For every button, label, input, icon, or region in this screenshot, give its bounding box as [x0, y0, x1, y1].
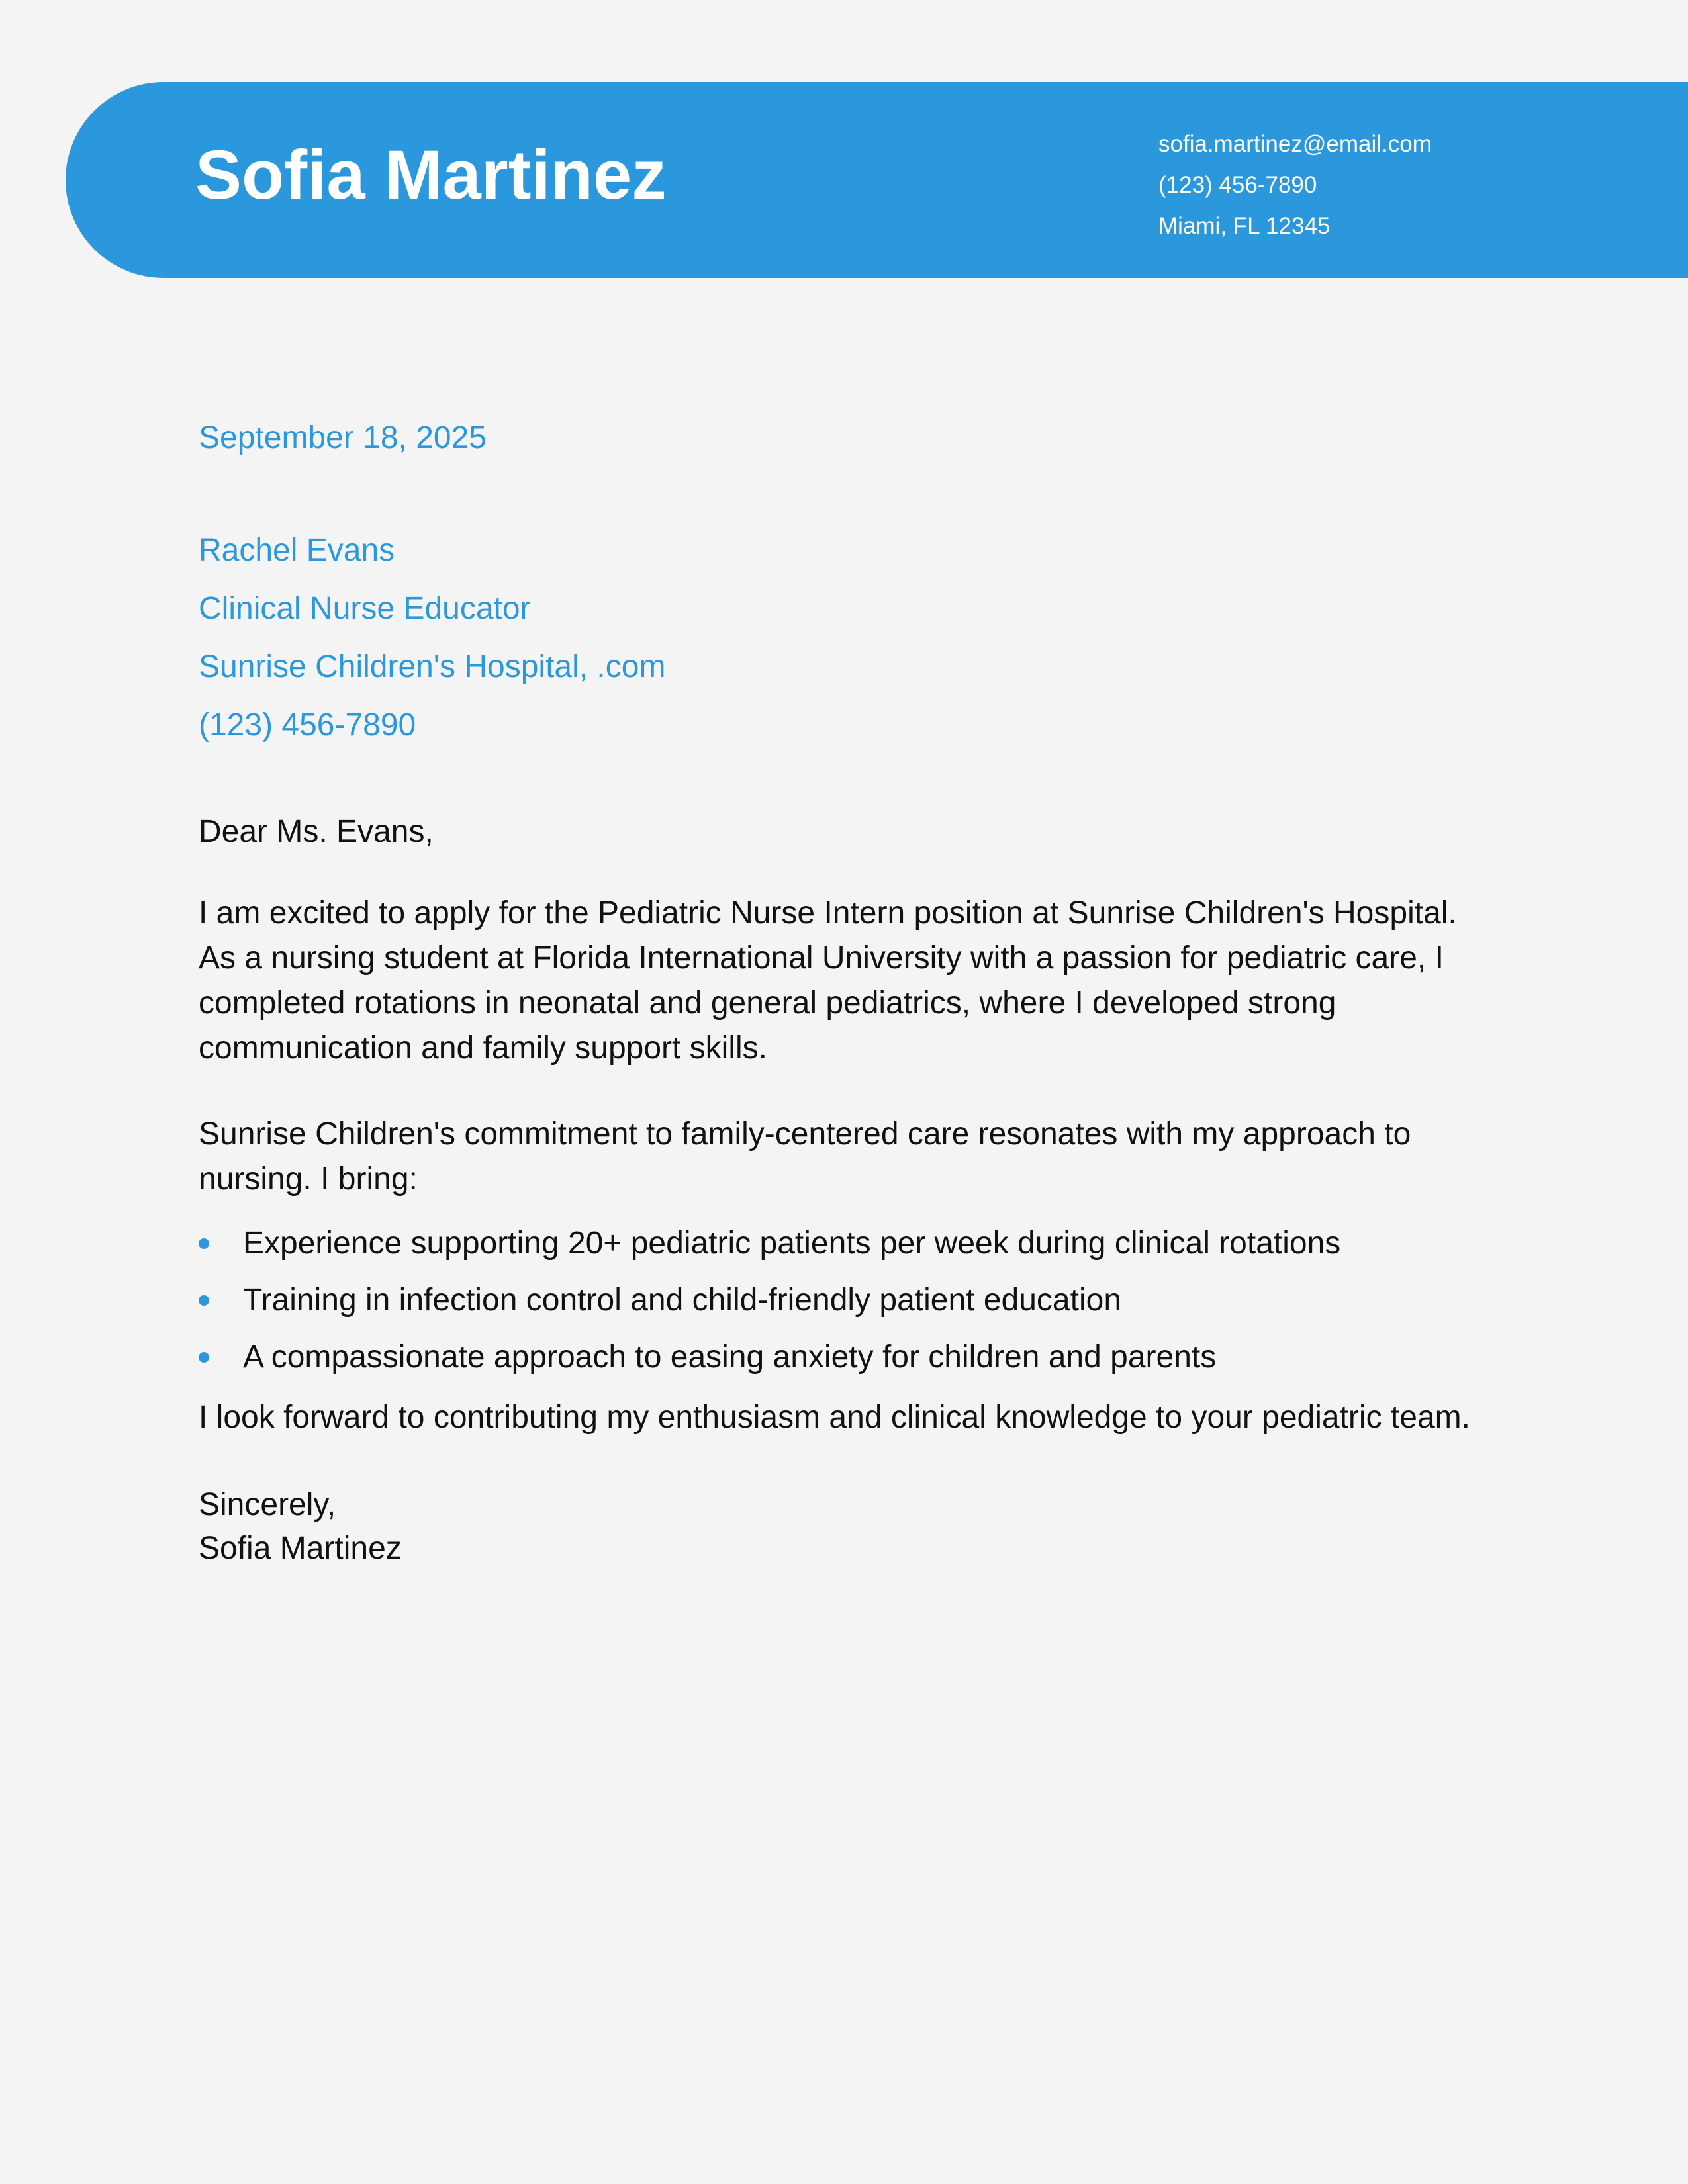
bullet-icon [199, 1238, 209, 1249]
sender-location: Miami, FL 12345 [1158, 213, 1331, 239]
list-item [199, 1329, 1496, 1386]
bullet-icon [199, 1352, 209, 1363]
sender-contact [1158, 127, 1432, 250]
recipient-title: Clinical Nurse Educator [199, 591, 531, 626]
signature-name: Sofia Martinez [199, 1531, 402, 1566]
recipient-organization: Sunrise Children's Hospital, .com [199, 649, 666, 684]
list-item-text: A compassionate approach to easing anxiety for children and parents [243, 1340, 1217, 1375]
bullet-icon [199, 1295, 209, 1306]
paragraph-intro: I am excited to apply for the Pediatric Nurse Intern position at Sunrise Children's Hospital. As a nursing student at Florida International University with a passion for pediatric care, I completed rotations in neonatal and general pediatrics, where I developed strong communication and family support skills. [199, 895, 1457, 1066]
paragraph-fit: Sunrise Children's commitment to family-centered care resonates with my approach to nursing. I bring: [199, 1116, 1411, 1197]
letter-date: September 18, 2025 [199, 420, 487, 455]
sender-name: Sofia Martinez [195, 136, 667, 214]
header-band [66, 82, 1688, 278]
qualifications-list [199, 1215, 1496, 1386]
sender-email: sofia.martinez@email.com [1158, 131, 1432, 157]
sender-phone: (123) 456-7890 [1158, 172, 1317, 198]
paragraph-closing: I look forward to contributing my enthusiasm and clinical knowledge to your pediatric team. [199, 1400, 1470, 1435]
list-item-text: Experience supporting 20+ pediatric patients per week during clinical rotations [243, 1226, 1341, 1261]
list-item [199, 1215, 1496, 1272]
recipient-name: Rachel Evans [199, 533, 395, 568]
closing-phrase: Sincerely, [199, 1487, 336, 1522]
list-item [199, 1272, 1496, 1329]
letter-body [199, 410, 1496, 1570]
closing-block [199, 1483, 1496, 1570]
list-item-text: Training in infection control and child-friendly patient education [243, 1283, 1122, 1318]
recipient-phone: (123) 456-7890 [199, 707, 416, 743]
recipient-block [199, 522, 1496, 754]
salutation: Dear Ms. Evans, [199, 814, 434, 849]
